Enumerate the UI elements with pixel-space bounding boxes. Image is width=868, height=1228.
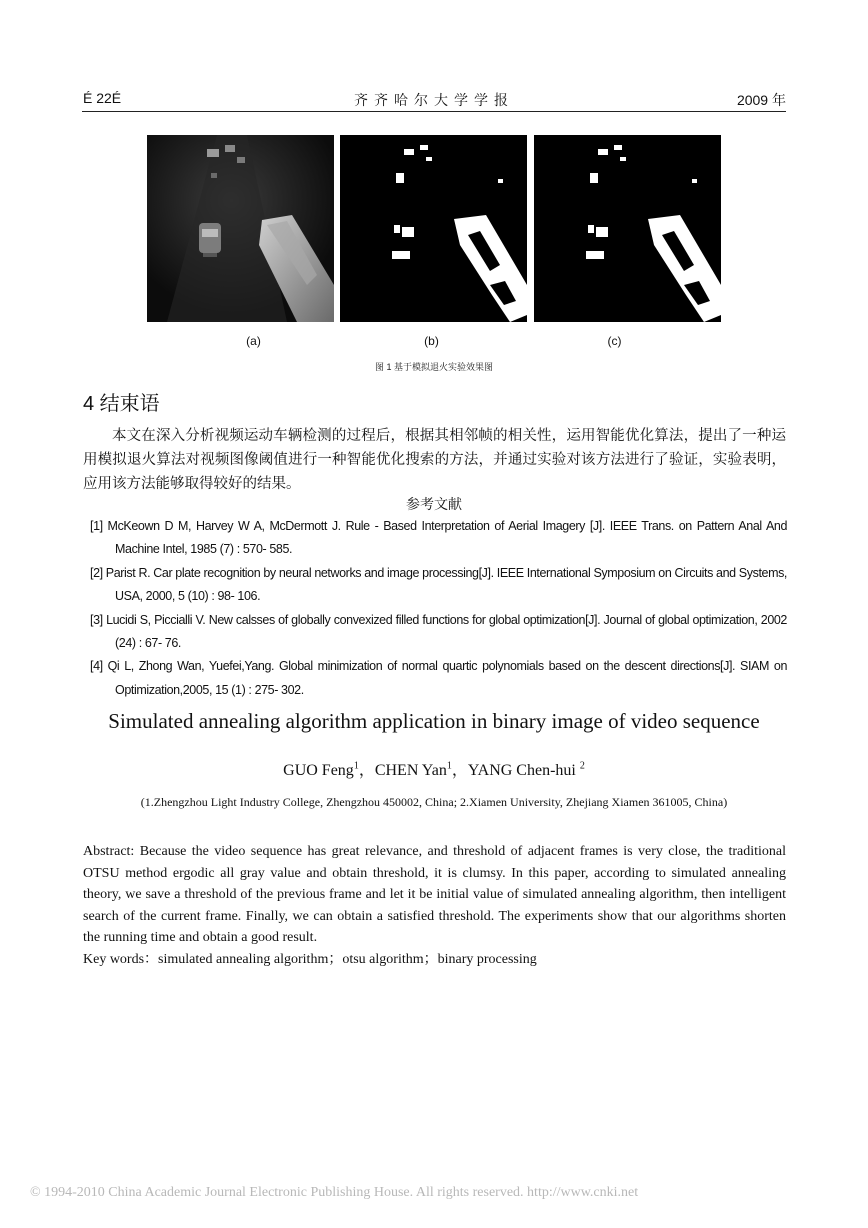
reference-item: [1] McKeown D M, Harvey W A, McDermott J. Rule - Based Interpretation of Aerial Imagery [J]. IEEE Trans. on Pattern Anal And Machine Intel, 1985 (7) : 570- 585. xyxy=(90,519,787,557)
running-head-volume: É 22É xyxy=(83,90,122,106)
references-heading: 参考文献 xyxy=(406,496,462,512)
author-affil-mark: 2 xyxy=(579,760,585,772)
abstract-text: Abstract: Because the video sequence has great relevance, and threshold of adjacent frames is very close, the traditional OTSU method ergodic all gray value and obtain threshold, it is clumsy. In this paper, according to simulated annealing theory, we save a threshold of the previous frame and let it be initial value of simulated annealing algorithm, then intelligent search of the current frame. Finally, we can obtain a satisfied threshold. The experiments show that our algorithms shorten the running time and obtain a good result. xyxy=(83,844,786,945)
reference-item: [4] Qi L, Zhong Wan, Yuefei,Yang. Global minimization of normal quartic polynomials based on the descent directions[J]. SIAM on Optimization,2005, 15 (1) : 275- 302. xyxy=(90,659,787,697)
subcaption-a: (a) xyxy=(246,334,261,348)
reference-item: [3] Lucidi S, Piccialli V. New calsses of globally convexized filled functions for global optimization[J]. Journal of global optimization, 2002 (24) : 67- 76. xyxy=(90,612,787,651)
conclusion-text: 本文在深入分析视频运动车辆检测的过程后，根据其相邻帧的相关性，运用智能优化算法，提出了一种运用模拟退火算法对视频图像阈值进行一种智能优化搜索的方法，并通过实验对该方法进行了验证，实验表明，应用该方法能够取得较好的结果。 xyxy=(83,428,786,492)
grayscale-traffic-image xyxy=(147,135,334,322)
header-rule xyxy=(82,111,786,112)
author-name: GUO Feng xyxy=(283,762,354,779)
author-name: CHEN Yan xyxy=(374,762,447,779)
copyright-footer: © 1994-2010 China Academic Journal Electronic Publishing House. All rights reserved. http://www.cnki.net xyxy=(30,1185,639,1200)
reference-list xyxy=(90,515,787,702)
figure-panel-b-binary xyxy=(340,135,527,322)
english-abstract-block xyxy=(83,841,786,970)
figure-caption: 图 1 基于模拟退火实验效果图 xyxy=(374,362,493,372)
binary-traffic-image xyxy=(340,135,527,322)
author-separator: ， xyxy=(358,762,375,779)
running-head-year: 2009 年 xyxy=(736,92,786,108)
subcaption-c: (c) xyxy=(607,334,622,348)
author-name: YANG Chen-hui xyxy=(467,762,580,779)
english-affiliation: (1.Zhengzhou Light Industry College, Zhengzhou 450002, China; 2.Xiamen University, Zhejiang Xiamen 361005, China) xyxy=(140,795,728,809)
keywords-text: Key words：simulated annealing algorithm；otsu algorithm；binary processing xyxy=(83,951,537,967)
running-head-journal: 齐齐哈尔大学学报 xyxy=(354,92,514,108)
english-title: Simulated annealing algorithm application in binary image of video sequence xyxy=(108,709,760,733)
author-affil-mark: 1 xyxy=(353,760,359,772)
figure-panel-a-grayscale xyxy=(147,135,334,322)
english-authors xyxy=(0,757,868,780)
author-affil-mark: 1 xyxy=(446,760,452,772)
reference-item: [2] Parist R. Car plate recognition by neural networks and image processing[J]. IEEE International Symposium on Circuits and Systems, USA, 2000, 5 (10) : 98- 106. xyxy=(90,565,787,604)
subcaption-b: (b) xyxy=(424,334,439,348)
figure-panel-c-binary xyxy=(534,135,721,322)
conclusion-paragraph xyxy=(83,424,786,496)
section-heading: 4 结束语 xyxy=(83,393,160,415)
binary-traffic-image xyxy=(534,135,721,322)
author-separator: ， xyxy=(451,762,468,779)
